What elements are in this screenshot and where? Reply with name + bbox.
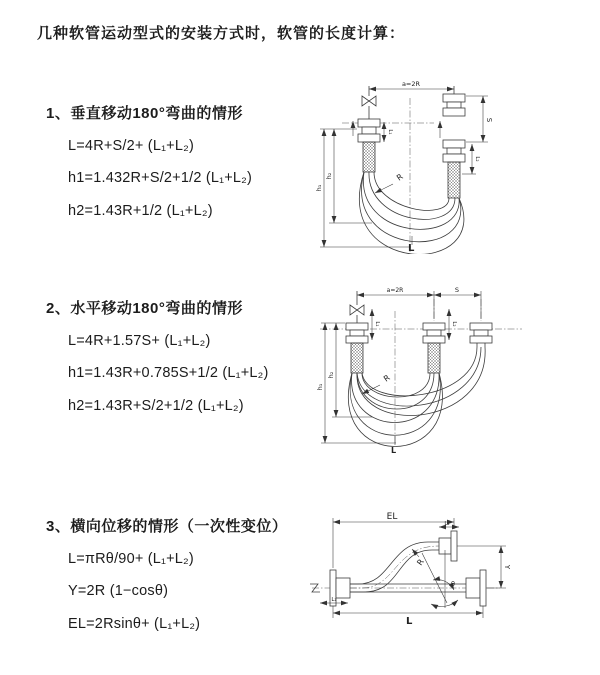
- diagram-vertical-180: [312, 76, 567, 254]
- formula-l: L=4R+1.57S+ (L₁+L₂): [68, 332, 211, 349]
- hose-s-curve: [350, 542, 439, 592]
- dim-label-h2: h₂: [325, 172, 333, 180]
- dimensions: [315, 80, 493, 254]
- middle-flange: [423, 323, 445, 373]
- dim-label-l2: L₂: [474, 156, 480, 162]
- dim-label-l: L: [406, 616, 413, 627]
- dim-label-l1: L₁: [374, 321, 380, 327]
- right-flange-lower: [466, 570, 486, 606]
- section-2-heading: 2、水平移动180°弯曲的情形: [46, 300, 243, 317]
- dim-label-y: Y: [503, 564, 511, 570]
- diagram-2-svg: [312, 283, 572, 465]
- left-flange: [346, 323, 368, 373]
- dim-label-s: S: [485, 117, 493, 123]
- braided-hose-section: [448, 162, 460, 198]
- section-3-heading: 3、横向位移的情形（一次性变位）: [46, 518, 288, 535]
- right-flange-lower: [443, 140, 465, 198]
- section-vertical-180: [46, 104, 332, 222]
- dim-label-r: R: [415, 557, 426, 568]
- dim-label-l: L: [408, 243, 415, 254]
- dim-label-el: EL: [386, 512, 398, 522]
- left-flange: [358, 119, 380, 172]
- braided-hose-section: [428, 343, 440, 373]
- section-horizontal-180: [46, 299, 332, 417]
- hose-u-curves-original: [348, 373, 442, 447]
- dim-label-h1: h₁: [315, 184, 323, 192]
- dim-label-r: R: [381, 373, 392, 384]
- dim-label-h1: h₁: [316, 383, 324, 391]
- formula-l: L=4R+S/2+ (L₁+L₂): [68, 137, 194, 154]
- formula-l: L=πRθ/90+ (L₁+L₂): [68, 550, 194, 567]
- diagram-1-svg: [312, 76, 567, 254]
- dim-label-l1: L₁: [331, 597, 337, 603]
- formula-h2: h2=1.43R+S/2+1/2 (L₁+L₂): [68, 397, 244, 414]
- centerline-marks: [434, 299, 481, 321]
- right-flange-moved: [470, 323, 492, 347]
- dim-label-a2r: a=2R: [386, 287, 404, 294]
- dim-label-theta: θ: [451, 580, 455, 588]
- page-title: 几种软管运动型式的安装方式时，软管的长度计算：: [37, 25, 406, 42]
- section-lateral-displacement: [46, 517, 332, 635]
- dim-label-a2r: a=2R: [401, 80, 421, 88]
- dim-label-l2: L₂: [451, 321, 457, 327]
- formula-y: Y=2R (1−cosθ): [68, 583, 169, 599]
- dim-label-s: S: [454, 286, 460, 294]
- right-flange-upper: [443, 86, 465, 116]
- right-flange-upper: [439, 531, 457, 561]
- diagram-3-svg: [300, 506, 590, 646]
- dim-label-l1: L₁: [387, 129, 393, 135]
- formula-h2: h2=1.43R+1/2 (L₁+L₂): [68, 202, 213, 219]
- diagram-lateral-displacement: [300, 506, 590, 646]
- formula-h1: h1=1.43R+0.785S+1/2 (L₁+L₂): [68, 365, 269, 381]
- diagram-horizontal-180: [312, 283, 572, 465]
- dimensions: [320, 512, 511, 627]
- formula-el: EL=2Rsinθ+ (L₁+L₂): [68, 615, 201, 632]
- formula-h1: h1=1.432R+S/2+1/2 (L₁+L₂): [68, 170, 253, 186]
- dim-label-h2: h₂: [327, 371, 335, 379]
- dim-label-l2: L₂: [444, 521, 450, 527]
- valve-icon: [350, 291, 364, 323]
- valve-icon: [362, 86, 376, 119]
- braided-hose-section: [351, 343, 363, 373]
- dim-label-r: R: [394, 172, 405, 183]
- section-1-heading: 1、垂直移动180°弯曲的情形: [46, 105, 243, 122]
- dim-label-l: L: [391, 446, 397, 455]
- dimensions: [316, 286, 481, 455]
- hose-u-curves-moved: [357, 347, 485, 415]
- braided-hose-section: [363, 142, 375, 172]
